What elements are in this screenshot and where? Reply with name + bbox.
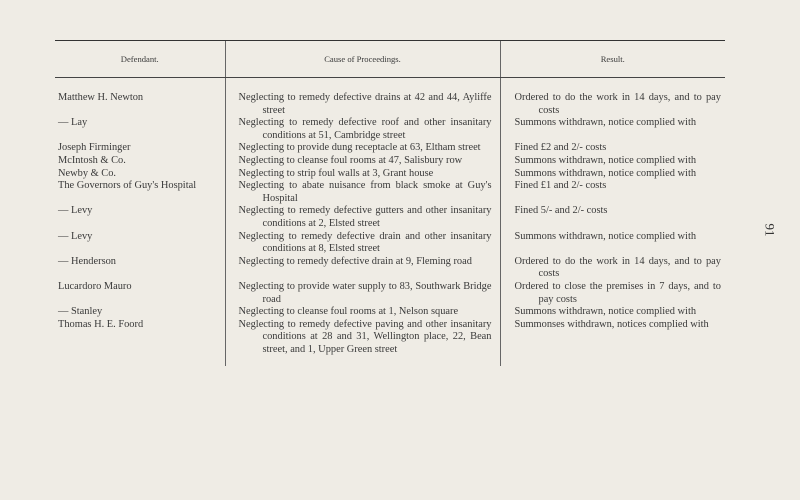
cause-cell: Neglecting to remedy defective gutters and other insanitary conditions at 2, Elsted street bbox=[238, 205, 492, 229]
table-row bbox=[55, 78, 725, 118]
defendant-cell: McIntosh & Co. bbox=[58, 154, 126, 166]
table-row bbox=[55, 155, 725, 168]
page-number: 91 bbox=[762, 223, 778, 237]
cause-cell: Neglecting to remedy defective drain and other insanitary conditions at 8, Elsted street bbox=[238, 230, 492, 255]
result-cell: Ordered to do the work in 14 days, and to pay costs bbox=[514, 92, 721, 116]
table-body bbox=[55, 78, 725, 367]
table-row bbox=[55, 205, 725, 230]
defendant-cell: — Henderson bbox=[58, 255, 117, 267]
cause-cell: Neglecting to provide dung receptacle at 63, Eltham street bbox=[238, 142, 481, 154]
table-row bbox=[55, 281, 725, 306]
defendant-cell: — Levy bbox=[58, 205, 93, 217]
table-row bbox=[55, 180, 725, 205]
defendant-cell: — Lay bbox=[58, 117, 88, 129]
result-cell: Ordered to close the premises in 7 days, and to pay costs bbox=[514, 280, 721, 305]
cause-cell: Neglecting to strip foul walls at 3, Grant house bbox=[238, 167, 434, 179]
proceedings-table bbox=[55, 40, 725, 366]
table-row bbox=[55, 319, 725, 367]
table-row bbox=[55, 168, 725, 181]
table-row bbox=[55, 117, 725, 142]
result-cell: Summons withdrawn, notice complied with bbox=[514, 117, 697, 129]
table-header bbox=[55, 41, 725, 78]
table-row bbox=[55, 256, 725, 281]
table-row bbox=[55, 142, 725, 155]
defendant-cell: Joseph Firminger bbox=[58, 142, 131, 154]
cause-cell: Neglecting to remedy defective drains at 42 and 44, Ayliffe street bbox=[238, 92, 492, 116]
defendant-cell: — Levy bbox=[58, 230, 93, 242]
defendant-cell: — Stanley bbox=[58, 306, 103, 318]
cause-cell: Neglecting to cleanse foul rooms at 47, Salisbury row bbox=[238, 154, 463, 166]
header-result: Result. bbox=[500, 41, 725, 78]
table-row bbox=[55, 231, 725, 256]
defendant-cell: Newby & Co. bbox=[58, 167, 117, 179]
result-cell: Summons withdrawn, notice complied with bbox=[514, 306, 697, 318]
cause-cell: Neglecting to remedy defective drain at 9, Fleming road bbox=[238, 255, 472, 267]
defendant-cell: Matthew H. Newton bbox=[58, 92, 144, 103]
header-cause: Cause of Proceedings. bbox=[225, 41, 500, 78]
cause-cell: Neglecting to provide water supply to 83, Southwark Bridge road bbox=[238, 280, 492, 305]
result-cell: Fined 5/- and 2/- costs bbox=[514, 205, 608, 217]
defendant-cell: The Governors of Guy's Hospital bbox=[58, 180, 197, 192]
defendant-cell: Thomas H. E. Foord bbox=[58, 318, 144, 330]
result-cell: Fined £2 and 2/- costs bbox=[514, 142, 607, 154]
result-cell: Summonses withdrawn, notices complied with bbox=[514, 318, 709, 330]
cause-cell: Neglecting to cleanse foul rooms at 1, Nelson square bbox=[238, 306, 459, 318]
result-cell: Summons withdrawn, notice complied with bbox=[514, 167, 697, 179]
result-cell: Ordered to do the work in 14 days, and to pay costs bbox=[514, 255, 721, 280]
result-cell: Summons withdrawn, notice complied with bbox=[514, 154, 697, 166]
result-cell: Summons withdrawn, notice complied with bbox=[514, 230, 697, 242]
cause-cell: Neglecting to remedy defective paving and other insanitary conditions at 28 and 31, Wellington place, 22, Bean street, and 1, Upper Green street bbox=[238, 318, 492, 355]
cause-cell: Neglecting to remedy defective roof and other insanitary conditions at 51, Cambridge street bbox=[238, 117, 492, 141]
header-defendant: Defendant. bbox=[55, 41, 225, 78]
cause-cell: Neglecting to abate nuisance from black smoke at Guy's Hospital bbox=[238, 180, 492, 204]
result-cell: Fined £1 and 2/- costs bbox=[514, 180, 607, 192]
defendant-cell: Lucardoro Mauro bbox=[58, 280, 132, 292]
table-row bbox=[55, 306, 725, 319]
